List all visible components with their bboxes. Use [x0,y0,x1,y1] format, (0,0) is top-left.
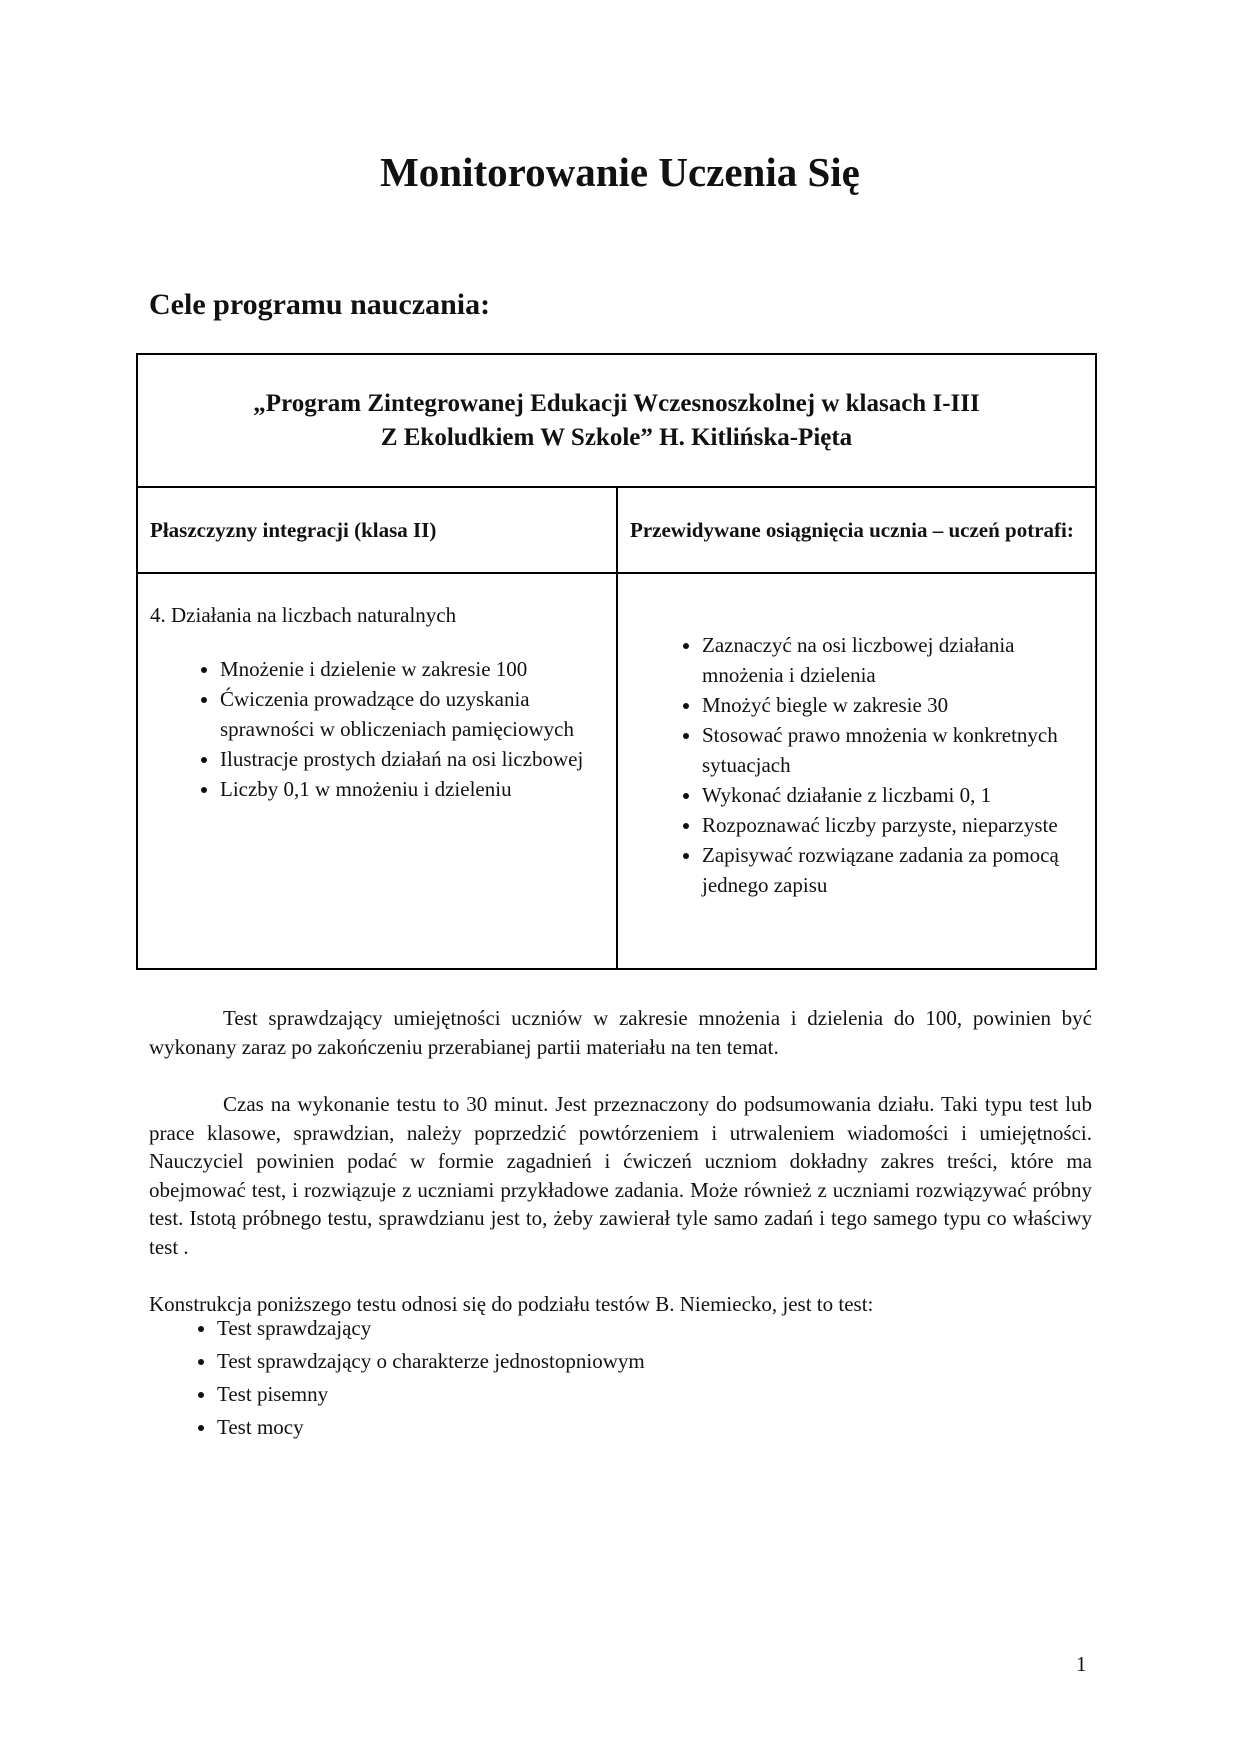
integration-list [150,654,604,804]
paragraph-2: Czas na wykonanie testu to 30 minut. Jest przeznaczony do podsumowania działu. Taki typu test lub prace klasowe, sprawdzian, należy poprzedzić powtórzeniem i utrwaleniem wiadomości i umiejętności. Nauczyciel powinien podać w formie zagadnień i ćwiczeń uczniom dokładny zakres treści, które ma obejmować test, i rozwiązuje z uczniami przykładowe zadania. Może również z uczniami rozwiązywać próbny test. Istotą próbnego testu, sprawdzianu jest to, żeby zawierał tyle samo zadań i tego samego typu co właściwy test . [149,1092,1092,1259]
program-title-line2: Z Ekoludkiem W Szkole” H. Kitlińska-Pięta [380,423,853,451]
col1-intro: 4. Działania na liczbach naturalnych [150,603,457,627]
paragraph-3: Konstrukcja poniższego testu odnosi się do podziału testów B. Niemiecko, jest to test: [149,1292,874,1316]
achievements-list [630,630,1083,900]
list-item: • Mnożyć biegle w zakresie 30 [702,690,1083,720]
curriculum-table [136,353,1097,970]
list-item: • Stosować prawo mnożenia w konkretnych sytuacjach [702,720,1083,780]
list-item: • Wykonać działanie z liczbami 0, 1 [702,780,1083,810]
col2-header: Przewidywane osiągnięcia ucznia – uczeń potrafi: [617,487,1096,573]
list-item: • Test sprawdzający [217,1312,645,1345]
page-number: 1 [1076,1652,1087,1676]
list-item: • Ćwiczenia prowadzące do uzyskania sprawności w obliczeniach pamięciowych [220,684,604,744]
program-title-line1: „Program Zintegrowanej Edukacji Wczesnoszkolnej w klasach I-III [253,389,980,417]
list-item: • Zapisywać rozwiązane zadania za pomocą jednego zapisu [702,840,1083,900]
list-item: • Test pisemny [217,1378,645,1411]
list-item: • Mnożenie i dzielenie w zakresie 100 [220,654,604,684]
section-heading: Cele programu nauczania: [149,288,491,321]
list-item: • Liczby 0,1 w mnożeniu i dzieleniu [220,774,604,804]
achievements-cell [617,573,1096,969]
list-item: • Test sprawdzający o charakterze jednostopniowym [217,1345,645,1378]
col1-header: Płaszczyzny integracji (klasa II) [137,487,617,573]
integration-cell [137,573,617,969]
list-item: • Zaznaczyć na osi liczbowej działania mnożenia i dzielenia [702,630,1083,690]
list-item: • Rozpoznawać liczby parzyste, nieparzyste [702,810,1083,840]
program-title-cell [137,354,1096,487]
document-title: Monitorowanie Uczenia Się [380,149,860,195]
list-item: • Test mocy [217,1411,645,1444]
paragraph-1: Test sprawdzający umiejętności uczniów w zakresie mnożenia i dzielenia do 100, powinien być wykonany zaraz po zakończeniu przerabianej partii materiału na ten temat. [149,1006,1092,1059]
list-item: • Ilustracje prostych działań na osi liczbowej [220,744,604,774]
test-types-list [149,1312,645,1444]
